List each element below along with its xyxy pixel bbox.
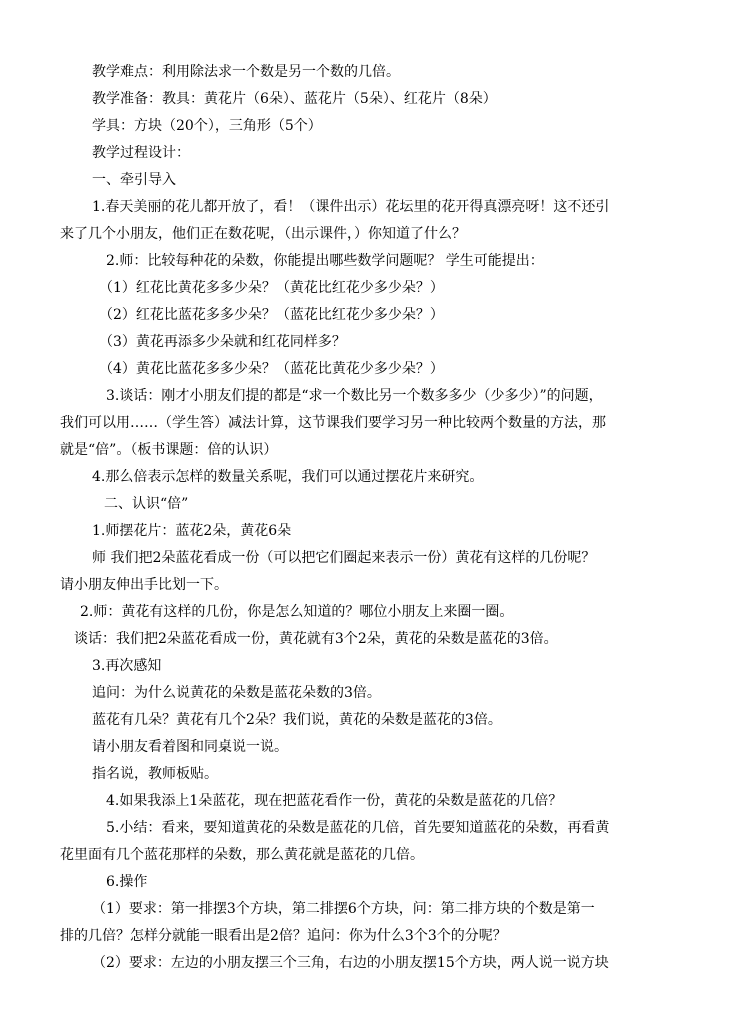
process-heading: 教学过程设计： <box>92 145 190 161</box>
paragraph-line: 花里面有几个蓝花那样的朵数，那么黄花就是蓝花的几倍。 <box>60 847 424 863</box>
paragraph-line: 追问：为什么说黄花的朵数是蓝花朵数的3倍。 <box>92 685 381 701</box>
paragraph-line: 1.师摆花片：蓝花2朵，黄花6朵 <box>92 523 292 539</box>
paragraph-line: 请小朋友看着图和同桌说一说。 <box>92 739 288 755</box>
paragraph-line: 我们可以用……（学生答）减法计算，这节课我们要学习另一种比较两个数量的方法，那 <box>60 415 606 431</box>
list-item: （2）红花比蓝花多多少朵？（蓝花比红花少多少朵？） <box>99 307 444 323</box>
section-heading-2: 二、认识“倍” <box>104 496 189 512</box>
paragraph-line: 请小朋友伸出手比划一下。 <box>60 577 228 593</box>
paragraph-line: 2.师：黄花有这样的几份，你是怎么知道的？哪位小朋友上来圈一圈。 <box>80 604 514 620</box>
teaching-materials: 教学准备：教具：黄花片（6朵）、蓝花片（5朵）、红花片（8朵） <box>92 91 497 107</box>
paragraph-line: （2）要求：左边的小朋友摆三个三角，右边的小朋友摆15个方块，两人说一说方块 <box>92 955 609 971</box>
paragraph-line: 1.春天美丽的花儿都开放了，看！（课件出示）花坛里的花开得真漂亮呀！这不还引 <box>92 199 610 215</box>
paragraph-line: 4.如果我添上1朵蓝花，现在把蓝花看作一份，黄花的朵数是蓝花的几倍？ <box>106 793 563 809</box>
paragraph-line: 6.操作 <box>106 874 148 890</box>
paragraph-line: 谈话：我们把2朵蓝花看成一份，黄花就有3个2朵，黄花的朵数是蓝花的3倍。 <box>74 631 558 647</box>
list-item: （4）黄花比蓝花多多少朵？（蓝花比黄花少多少朵？） <box>99 361 444 377</box>
paragraph-line: 4.那么倍表示怎样的数量关系呢，我们可以通过摆花片来研究。 <box>92 469 484 485</box>
list-item: （1）红花比黄花多多少朵？（黄花比红花少多少朵？） <box>99 280 444 296</box>
paragraph-line: 来了几个小朋友，他们正在数花呢，（出示课件，）你知道了什么？ <box>60 226 466 242</box>
paragraph-line: 3.谈话：刚才小朋友们提的都是“求一个数比另一个数多多少（少多少）”的问题， <box>106 388 603 404</box>
paragraph-line: 2.师：比较每种花的朵数，你能提出哪些数学问题呢？ 学生可能提出： <box>106 253 544 269</box>
paragraph-line: 师 我们把2朵蓝花看成一份（可以把它们圈起来表示一份）黄花有这样的几份呢？ <box>92 550 596 566</box>
paragraph-line: 5.小结：看来，要知道黄花的朵数是蓝花的几倍，首先要知道蓝花的朵数，再看黄 <box>106 820 610 836</box>
section-heading-1: 一、牵引导入 <box>92 172 176 188</box>
list-item: （3）黄花再添多少朵就和红花同样多？ <box>99 334 346 350</box>
paragraph-line: 3.再次感知 <box>92 658 162 674</box>
paragraph-line: 指名说，教师板贴。 <box>92 766 218 782</box>
paragraph-line: （1）要求：第一排摆3个方块，第二排摆6个方块，问：第二排方块的个数是第一 <box>92 901 595 917</box>
student-tools: 学具：方块（20个），三角形（5个） <box>92 118 322 134</box>
teaching-difficulty: 教学难点：利用除法求一个数是另一个数的几倍。 <box>92 64 400 80</box>
paragraph-line: 蓝花有几朵？黄花有几个2朵？我们说，黄花的朵数是蓝花的3倍。 <box>92 712 502 728</box>
paragraph-line: 排的几倍？怎样分就能一眼看出是2倍？追问：你为什么3个3个的分呢？ <box>60 928 507 944</box>
paragraph-line: 就是“倍”。（板书课题：倍的认识） <box>60 442 278 458</box>
